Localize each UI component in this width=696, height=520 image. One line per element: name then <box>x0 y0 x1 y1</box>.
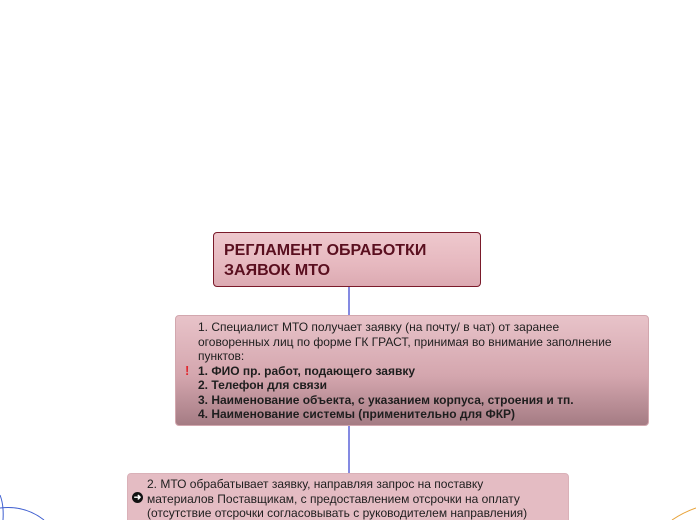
topic-step-2[interactable] <box>127 473 569 520</box>
step-2-line: материалов Поставщикам, с предоставлением отсрочки на оплату <box>147 491 520 506</box>
step-1-line: 1. Специалист МТО получает заявку (на почту/ в чат) от заранее <box>198 320 560 334</box>
topic-step-1[interactable] <box>175 315 649 426</box>
step-1-bold-item: 2. Телефон для связи <box>198 378 327 392</box>
root-title-line-1: РЕГЛАМЕНТ ОБРАБОТКИ <box>224 242 427 259</box>
side-branch-right <box>672 508 696 520</box>
step-1-line: оговоренных лиц по форме ГК ГРАСТ, принимая во внимание заполнение <box>198 334 612 349</box>
root-topic[interactable] <box>213 232 481 287</box>
exclamation-icon: ! <box>185 363 190 378</box>
root-title-line-2: ЗАЯВОК МТО <box>224 262 331 279</box>
step-1-bold-item: 3. Наименование объекта, с указанием корпуса, строения и тп. <box>198 392 574 407</box>
step-1-bold-item: 1. ФИО пр. работ, подающего заявку <box>198 363 416 378</box>
side-branch-left <box>0 508 44 520</box>
step-2-line: 2. МТО обрабатывает заявку, направляя запрос на поставку <box>147 477 484 491</box>
step-1-line: пунктов: <box>198 349 245 363</box>
step-1-bold-item: 4. Наименование системы (применительно для ФКР) <box>198 407 516 421</box>
arrow-right-circle-icon[interactable]: ➜ <box>133 492 142 502</box>
step-2-line: (отсутствие отсрочки согласовывать с руководителем направления) <box>147 506 528 520</box>
